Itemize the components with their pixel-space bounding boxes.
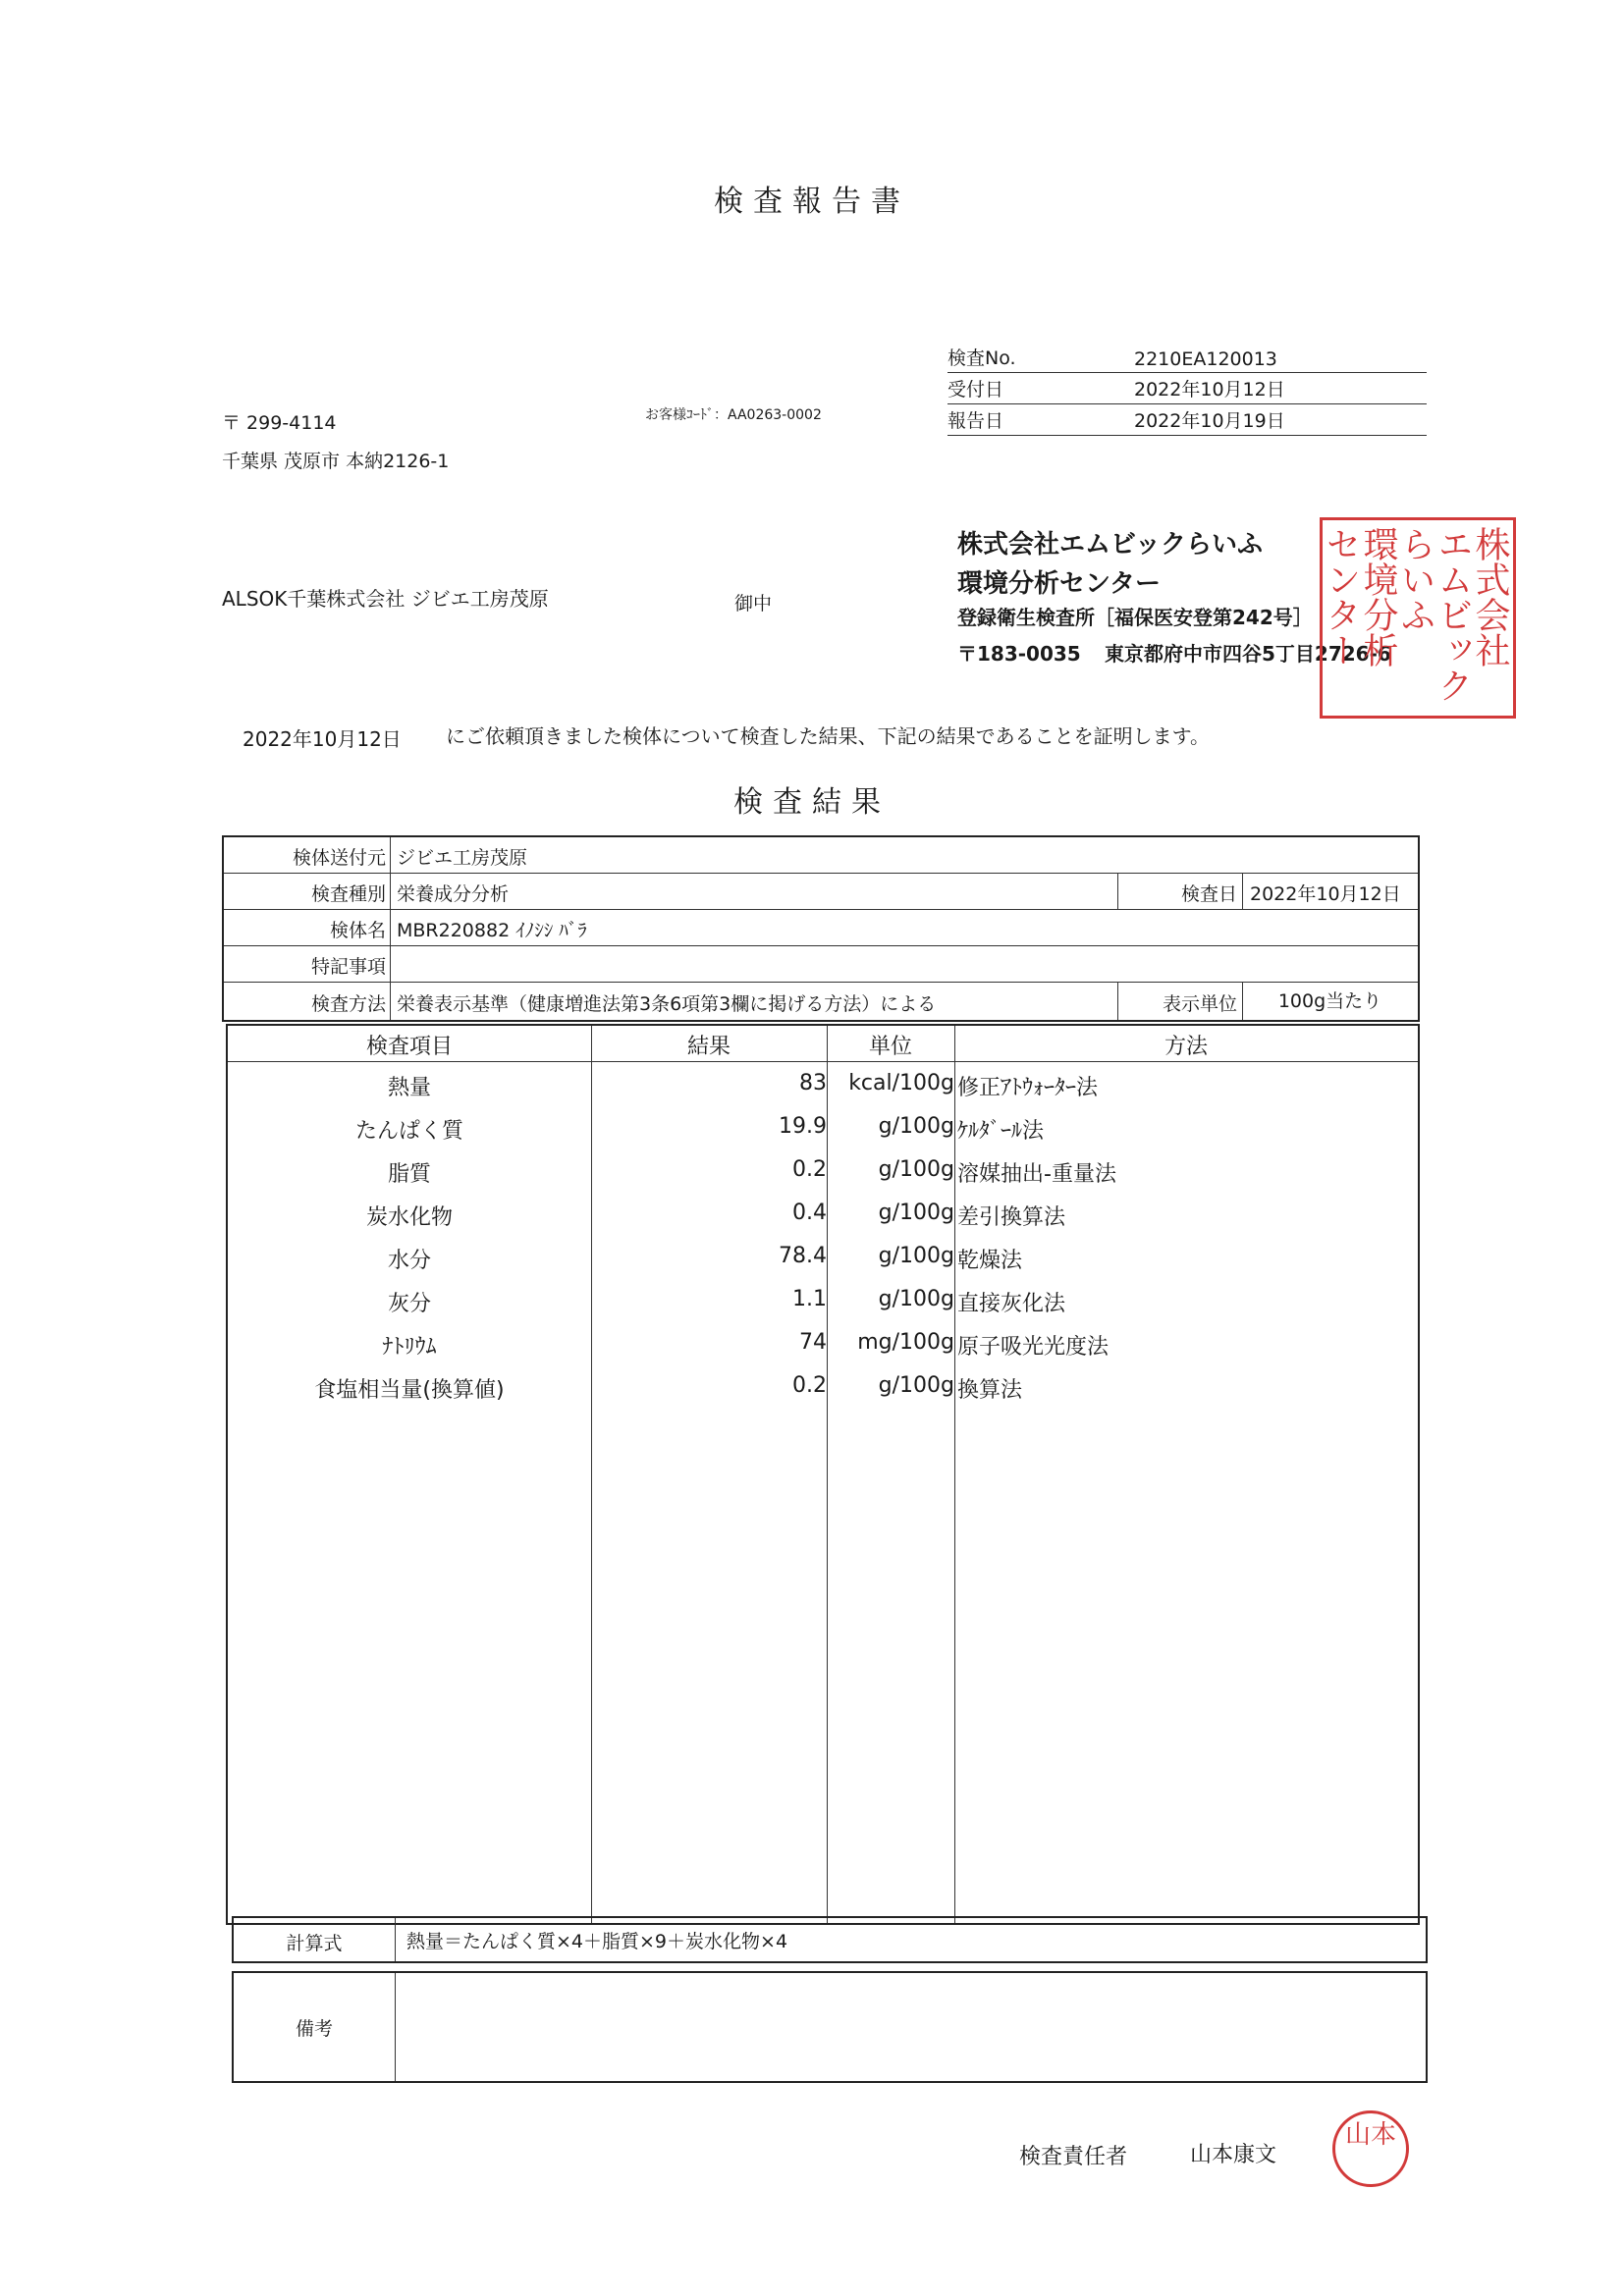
notes-label: 特記事項 — [310, 956, 386, 978]
remarks-label: 備考 — [295, 2018, 333, 2040]
stamp-line: エムビック — [1433, 526, 1473, 703]
table-row — [228, 1279, 1418, 1322]
info-label: 検査No. — [947, 347, 1016, 369]
row-item: 熱量 — [387, 1076, 431, 1100]
recipient-name: ALSOK千葉株式会社 ジビエ工房茂原 — [222, 587, 549, 611]
row-item: 脂質 — [387, 1162, 431, 1187]
info-value: 2022年10月19日 — [1134, 410, 1285, 432]
formula-box — [232, 1916, 1428, 1963]
info-row-received-date — [947, 373, 1427, 404]
issuer-address: 東京都府中市四谷5丁目2726-6 — [1105, 642, 1391, 666]
table-row — [228, 1365, 1418, 1409]
row-method: 溶媒抽出-重量法 — [957, 1162, 1116, 1187]
row-method: 換算法 — [957, 1378, 1023, 1403]
row-unit: g/100g — [878, 1201, 954, 1225]
row-unit: g/100g — [878, 1114, 954, 1139]
row-value: 0.4 — [792, 1201, 827, 1225]
company-stamp — [1320, 517, 1516, 719]
type-value: 栄養成分分析 — [397, 883, 510, 905]
row-item: 炭水化物 — [365, 1205, 453, 1230]
table-row — [228, 1106, 1418, 1149]
row-value: 0.2 — [792, 1157, 827, 1182]
row-value: 0.2 — [792, 1373, 827, 1398]
row-item: 食塩相当量(換算値) — [314, 1378, 505, 1403]
document-title: 検査報告書 — [714, 185, 910, 219]
row-unit: g/100g — [878, 1244, 954, 1268]
row-method: 乾燥法 — [957, 1249, 1023, 1273]
row-item: 水分 — [387, 1249, 431, 1273]
method-label: 検査方法 — [310, 993, 386, 1015]
certification-text: にご依頼頂きました検体について検査した結果、下記の結果であることを証明します。 — [446, 724, 1210, 748]
info-value: 2210EA120013 — [1134, 348, 1277, 370]
row-unit: g/100g — [878, 1157, 954, 1182]
table-row — [228, 1063, 1418, 1106]
row-method: 直接灰化法 — [957, 1292, 1066, 1316]
personal-seal: 山本 — [1332, 2110, 1409, 2187]
recipient-address: 千葉県 茂原市 本納2126-1 — [222, 451, 450, 472]
display-unit-value: 100g当たり — [1277, 990, 1382, 1012]
row-value: 83 — [799, 1071, 827, 1095]
info-value: 2022年10月12日 — [1134, 379, 1285, 400]
row-unit: kcal/100g — [848, 1071, 954, 1095]
table-row — [228, 1236, 1418, 1279]
row-unit: mg/100g — [857, 1330, 954, 1355]
stamp-line: センター — [1321, 526, 1361, 667]
recipient-postal: 〒 299-4114 — [222, 412, 337, 434]
row-item: 灰分 — [387, 1292, 431, 1316]
issuer-company: 株式会社エムビックらいふ — [957, 530, 1263, 560]
row-unit: g/100g — [878, 1287, 954, 1311]
header-unit: 単位 — [868, 1035, 912, 1059]
row-item: たんぱく質 — [354, 1119, 463, 1144]
table-row — [228, 1322, 1418, 1365]
row-value: 1.1 — [792, 1287, 827, 1311]
table-row — [228, 1193, 1418, 1236]
recipient-honorific: 御中 — [734, 593, 773, 614]
row-unit: g/100g — [878, 1373, 954, 1398]
issuer-postal: 〒183-0035 — [957, 642, 1081, 666]
sender-value: ジビエ工房茂原 — [397, 847, 528, 869]
sample-value: MBR220882 ｲﾉｼｼ ﾊﾞﾗ — [397, 920, 587, 941]
row-method: 修正ｱﾄｳｫｰﾀｰ法 — [957, 1076, 1099, 1100]
row-value: 78.4 — [779, 1244, 827, 1268]
issuer-division: 環境分析センター — [957, 569, 1161, 599]
display-unit-label: 表示単位 — [1162, 993, 1237, 1015]
header-item: 検査項目 — [365, 1035, 453, 1059]
results-table — [226, 1024, 1420, 1925]
type-label: 検査種別 — [310, 883, 386, 905]
customer-code: お客様ｺｰﾄﾞ：AA0263-0002 — [645, 407, 822, 423]
info-label: 受付日 — [947, 379, 1004, 400]
info-row-inspection-no — [947, 342, 1427, 373]
sample-label: 検体名 — [329, 920, 386, 941]
row-item: ﾅﾄﾘｳﾑ — [382, 1335, 437, 1360]
row-value: 74 — [799, 1330, 827, 1355]
row-method: 原子吸光光度法 — [957, 1335, 1110, 1360]
inspection-date-label: 検査日 — [1180, 883, 1237, 905]
row-value: 19.9 — [779, 1114, 827, 1139]
remarks-box — [232, 1971, 1428, 2083]
info-label: 報告日 — [947, 410, 1004, 432]
responsible-label: 検査責任者 — [1019, 2145, 1128, 2169]
row-method: 差引換算法 — [957, 1205, 1066, 1230]
certification-date: 2022年10月12日 — [243, 727, 402, 751]
header-result: 結果 — [686, 1035, 731, 1059]
formula-label: 計算式 — [286, 1933, 343, 1954]
stamp-line: 株式会社 — [1470, 526, 1510, 667]
report-info-box — [947, 342, 1427, 436]
issuer-registration: 登録衛生検査所［福保医安登第242号］ — [957, 606, 1313, 629]
responsible-name: 山本康文 — [1190, 2143, 1277, 2167]
info-row-report-date — [947, 404, 1427, 436]
stamp-line: 環境分析 — [1358, 526, 1398, 667]
formula-text: 熱量＝たんぱく質×4＋脂質×9＋炭水化物×4 — [406, 1931, 788, 1952]
method-value: 栄養表示基準（健康増進法第3条6項第3欄に掲げる方法）による — [397, 993, 937, 1015]
sender-label: 検体送付元 — [292, 847, 386, 869]
results-title: 検査結果 — [733, 785, 891, 820]
stamp-line: らいふ — [1395, 526, 1435, 632]
sample-info-table — [222, 835, 1420, 1022]
table-row — [228, 1149, 1418, 1193]
row-method: ｹﾙﾀﾞｰﾙ法 — [957, 1119, 1045, 1144]
inspection-date-value: 2022年10月12日 — [1250, 883, 1401, 905]
header-method: 方法 — [1164, 1035, 1208, 1059]
